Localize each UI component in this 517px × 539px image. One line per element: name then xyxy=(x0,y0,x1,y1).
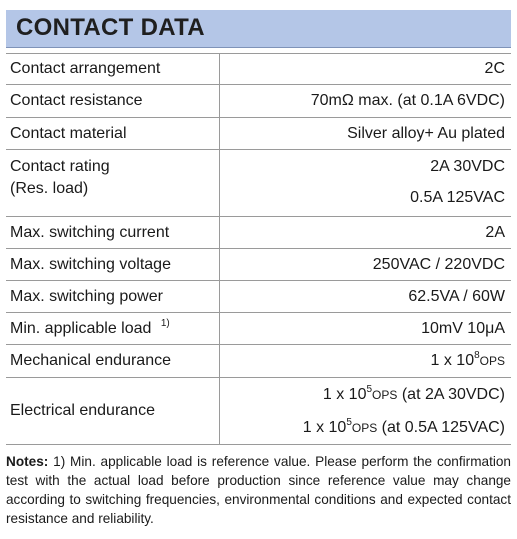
value-condition: (at 2A 30VDC) xyxy=(397,385,505,403)
value-line xyxy=(224,384,506,406)
table-row xyxy=(6,249,511,281)
value-base: 1 x 10 xyxy=(430,352,475,369)
value-unit: OPS xyxy=(479,354,505,368)
row-label: Contact arrangement xyxy=(6,54,219,85)
table-row xyxy=(6,85,511,118)
value-base: 1 x 10 xyxy=(302,418,347,436)
row-value: Silver alloy+ Au plated xyxy=(219,118,511,150)
row-label: Max. switching voltage xyxy=(6,249,219,281)
notes-paragraph xyxy=(6,452,511,528)
value-condition: (at 0.5A 125VAC) xyxy=(377,418,505,436)
value-line xyxy=(224,417,506,439)
row-label: Electrical endurance xyxy=(6,378,219,445)
row-value: 2C xyxy=(219,54,511,85)
row-label: Contact resistance xyxy=(6,85,219,118)
value-base: 1 x 10 xyxy=(322,385,367,403)
row-value: 62.5VA / 60W xyxy=(219,281,511,313)
row-label: Mechanical endurance xyxy=(6,345,219,378)
row-label: Min. applicable load xyxy=(10,319,152,337)
table-row xyxy=(6,313,511,345)
table-row xyxy=(6,150,511,217)
row-label: Max. switching current xyxy=(6,217,219,249)
table-row xyxy=(6,217,511,249)
value-exponent: 8 xyxy=(474,350,480,361)
row-value: 70mΩ max. (at 0.1A 6VDC) xyxy=(219,85,511,118)
value-exponent: 5 xyxy=(366,383,373,395)
table-row xyxy=(6,118,511,150)
notes-prefix: Notes: xyxy=(6,454,49,469)
section-header xyxy=(6,10,511,48)
row-value: 0.5A 125VAC xyxy=(410,189,505,206)
section-title: CONTACT DATA xyxy=(16,14,205,41)
row-value: 2A xyxy=(219,217,511,249)
row-label: Contact material xyxy=(6,118,219,150)
table-row xyxy=(6,345,511,378)
value-unit: OPS xyxy=(351,420,378,435)
value-unit: OPS xyxy=(372,387,398,402)
row-label: Max. switching power xyxy=(6,281,219,313)
notes-text: 1) Min. applicable load is reference value. Please perform the confirmation test with the actual load before production since reference value may change according to switching frequencies, environmental conditions and expected contact resistance and reliability. xyxy=(6,454,511,526)
row-label: Contact rating xyxy=(10,158,110,175)
table-row xyxy=(6,54,511,85)
row-value: 250VAC / 220VDC xyxy=(219,249,511,281)
footnote-marker: 1) xyxy=(160,317,170,329)
row-value: 10mV 10μA xyxy=(219,313,511,345)
table-row xyxy=(6,281,511,313)
contact-data-table xyxy=(6,53,511,445)
row-value: 2A 30VDC xyxy=(430,158,505,175)
row-label-sub: (Res. load) xyxy=(10,180,89,197)
table-row xyxy=(6,378,511,445)
value-exponent: 5 xyxy=(346,416,352,428)
